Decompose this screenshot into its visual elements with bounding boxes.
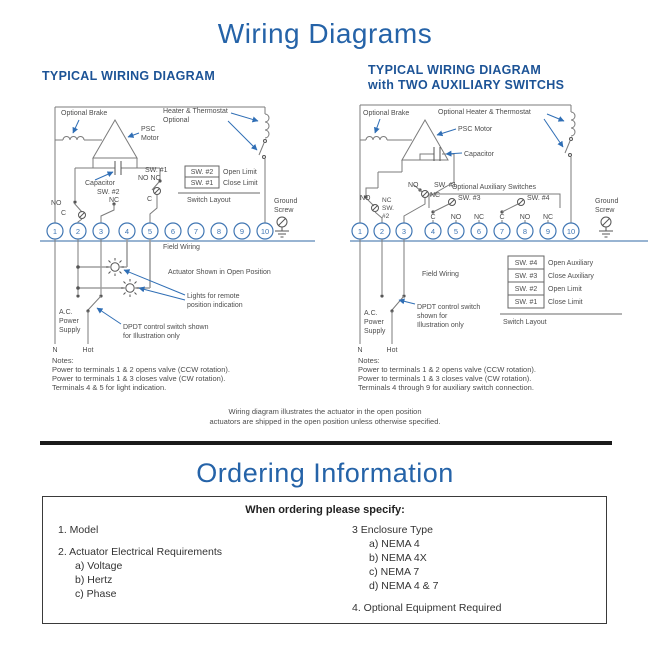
sw1-nc-label: NC — [430, 192, 441, 199]
dpdt-note-line1: DPDT control switch shown — [123, 324, 209, 331]
psc-motor-label-line1: PSC — [141, 126, 156, 133]
sw3-no-label: NO — [450, 214, 462, 221]
dpdt-blade — [392, 296, 404, 310]
field-wiring-label: Field Wiring — [163, 244, 200, 251]
heater-coil — [571, 112, 575, 136]
ground-screw-icon — [599, 217, 613, 237]
sw2-nc-label: NC — [109, 197, 120, 204]
section-divider — [40, 441, 612, 445]
note-line: Terminals 4 through 9 for auxiliary switch connection. — [358, 383, 534, 392]
ac-supply-line1: A.C. — [59, 309, 73, 316]
ordering-box-heading: When ordering please specify: — [245, 504, 405, 516]
ordering-title: Ordering Information — [196, 458, 454, 488]
terminal-2: 2 — [379, 227, 385, 236]
terminal-4: 4 — [430, 227, 436, 236]
brake-coil — [63, 137, 84, 141]
left-diagram-notes — [52, 356, 230, 392]
sw2-no-label: NO — [360, 195, 371, 202]
table-label-open-limit: Open Limit — [223, 169, 257, 176]
aux-switches-header: Optional Auxiliary Switches — [451, 184, 537, 191]
sw4-c-label: C — [499, 214, 505, 221]
table-label-close-limit: Close Limit — [223, 180, 258, 187]
sw4-no-label: NO — [519, 214, 531, 221]
sw2-c-label: C — [61, 210, 67, 217]
terminal-1: 1 — [357, 227, 363, 236]
terminal-2: 2 — [75, 227, 81, 236]
note-line: Power to terminals 1 & 3 closes valve (CW rotation). — [52, 374, 226, 383]
heater-label-line2: Optional — [163, 117, 190, 124]
ground-label-line2: Screw — [274, 207, 294, 214]
dpdt-note-line1: DPDT control switch — [417, 304, 481, 311]
switch-layout-table — [500, 256, 622, 326]
sw1-no-label: NO — [408, 182, 419, 189]
motor-winding — [93, 120, 137, 158]
terminal-9: 9 — [239, 227, 245, 236]
ordering-subitem: a) NEMA 4 — [369, 538, 420, 550]
terminal-7: 7 — [193, 227, 199, 236]
ordering-left-column — [58, 523, 328, 601]
table-cell-sw2: SW. #2 — [190, 169, 214, 176]
sw1-contacts-label: NO NC — [138, 175, 161, 182]
terminal-6: 6 — [476, 227, 482, 236]
heater-label-line1: Heater & Thermostat — [163, 108, 228, 115]
disclaimer-line1: Wiring diagram illustrates the actuator in the open position — [228, 407, 422, 416]
disclaimer-line2: actuators are shipped in the open position unless otherwise specified. — [209, 417, 441, 426]
terminal-3: 3 — [98, 227, 104, 236]
left-wiring-diagram — [35, 98, 320, 398]
brake-coil — [366, 137, 387, 141]
sw2-blade — [74, 203, 82, 212]
ordering-item: 4. Optional Equipment Required — [352, 602, 502, 614]
ordering-subitem: b) NEMA 4X — [369, 552, 427, 564]
note-line: Power to terminals 1 & 2 opens valve (CCW rotation). — [52, 365, 230, 374]
sw3-nc-label: NC — [473, 214, 485, 221]
ac-supply-line3: Supply — [364, 328, 386, 335]
sw1-blade — [152, 182, 159, 190]
sw4-nc-label: NC — [542, 214, 554, 221]
field-wiring-label: Field Wiring — [422, 271, 459, 278]
ac-supply-line2: Power — [364, 319, 384, 326]
table-label-open-aux: Open Auxiliary — [548, 260, 594, 267]
ordering-item: 2. Actuator Electrical Requirements — [58, 546, 222, 558]
note-line: Power to terminals 1 & 3 closes valve (CW rotation). — [358, 374, 532, 383]
ac-supply-line3: Supply — [59, 327, 81, 334]
terminal-strip — [40, 223, 315, 241]
notes-heading: Notes: — [358, 356, 380, 365]
sw4-blade — [502, 204, 518, 212]
terminal-4: 4 — [124, 227, 130, 236]
sw3-title: SW. #3 — [458, 195, 481, 202]
terminal-5: 5 — [453, 227, 459, 236]
ordering-item: 3 Enclosure Type — [352, 524, 433, 536]
switch-layout-caption: Switch Layout — [503, 319, 547, 326]
ac-supply-line1: A.C. — [364, 310, 378, 317]
sw1-title: SW. #1 — [434, 182, 457, 189]
table-label-open-limit: Open Limit — [548, 286, 582, 293]
dpdt-note-line2: for Illustration only — [123, 333, 180, 340]
sw3-c-label: C — [430, 214, 436, 221]
right-diagram-heading-line2: with TWO AUXILIARY SWITCHS — [368, 78, 565, 92]
dpdt-note-line3: Illustration only — [417, 322, 464, 329]
terminal-8: 8 — [522, 227, 528, 236]
switch-layout-table — [178, 166, 260, 204]
sw2-title-line2: #2 — [382, 213, 390, 220]
shipping-disclaimer — [130, 407, 520, 427]
table-label-close-limit: Close Limit — [548, 299, 583, 306]
neutral-label: N — [357, 347, 363, 354]
lights-label-line2: position indication — [187, 302, 243, 309]
terminal-10: 10 — [260, 227, 270, 236]
right-diagram-heading-line1: TYPICAL WIRING DIAGRAM — [368, 63, 542, 77]
table-cell-sw2: SW. #2 — [514, 286, 538, 293]
heater-label: Optional Heater & Thermostat — [438, 109, 531, 116]
heater-coil — [265, 114, 269, 138]
ordering-subitem: a) Voltage — [75, 560, 123, 572]
terminal-3: 3 — [401, 227, 407, 236]
capacitor-label: Capacitor — [464, 151, 494, 158]
sw2-title-line1: SW. — [382, 205, 394, 212]
ordering-subitem: c) Phase — [75, 588, 117, 600]
hot-label: Hot — [386, 347, 398, 354]
table-label-close-aux: Close Auxiliary — [548, 273, 594, 280]
right-diagram-notes — [358, 356, 536, 392]
capacitor-symbol — [434, 147, 440, 161]
dpdt-blade — [88, 296, 101, 310]
psc-motor-label-line2: Motor — [141, 135, 159, 142]
sw4-title: SW. #4 — [527, 195, 550, 202]
sw1-c-label: C — [147, 196, 153, 203]
hot-label: Hot — [82, 347, 94, 354]
ordering-subitem: b) Hertz — [75, 574, 113, 586]
terminal-10: 10 — [566, 227, 576, 236]
ground-screw-icon — [275, 217, 289, 237]
sw2-title: SW. #2 — [97, 189, 120, 196]
terminal-6: 6 — [170, 227, 176, 236]
ordering-subitem: c) NEMA 7 — [369, 566, 420, 578]
page-title: Wiring Diagrams — [217, 18, 433, 49]
psc-motor-label: PSC Motor — [458, 126, 493, 133]
ground-label-line1: Ground — [274, 198, 298, 205]
notes-heading: Notes: — [52, 356, 74, 365]
ground-label-line1: Ground — [595, 198, 619, 205]
lights-label-line1: Lights for remote — [187, 293, 240, 300]
capacitor-symbol — [115, 161, 121, 175]
switch-layout-caption: Switch Layout — [187, 197, 231, 204]
sw2-nc-label: NC — [382, 197, 392, 204]
table-cell-sw1: SW. #1 — [190, 180, 214, 187]
sw3-blade — [433, 204, 449, 212]
table-cell-sw1: SW. #1 — [514, 299, 538, 306]
terminal-5: 5 — [147, 227, 153, 236]
thermostat-blade — [565, 141, 570, 153]
optional-brake-label: Optional Brake — [61, 110, 108, 117]
terminal-7: 7 — [499, 227, 505, 236]
ordering-right-column — [352, 523, 592, 615]
terminal-8: 8 — [216, 227, 222, 236]
right-diagram-heading — [368, 63, 564, 93]
note-line: Terminals 4 & 5 for light indication. — [52, 383, 167, 392]
ordering-subitem: d) NEMA 4 & 7 — [369, 580, 439, 592]
table-cell-sw4: SW. #4 — [514, 260, 538, 267]
ac-supply-line2: Power — [59, 318, 79, 325]
sw1-title: SW. #1 — [145, 167, 168, 174]
sw2-no-label: NO — [51, 200, 62, 207]
ground-label-line2: Screw — [595, 207, 615, 214]
ordering-item: 1. Model — [58, 524, 99, 536]
neutral-label: N — [52, 347, 58, 354]
actuator-position-note: Actuator Shown in Open Position — [168, 269, 271, 276]
thermostat-blade — [259, 143, 264, 155]
enclosure-and-wires — [55, 107, 269, 223]
table-cell-sw3: SW. #3 — [514, 273, 538, 280]
left-diagram-heading: TYPICAL WIRING DIAGRAM — [42, 69, 216, 83]
capacitor-label: Capacitor — [85, 180, 115, 187]
optional-brake-label: Optional Brake — [363, 110, 410, 117]
terminal-1: 1 — [52, 227, 58, 236]
dpdt-note-line2: shown for — [417, 313, 448, 320]
terminal-9: 9 — [545, 227, 551, 236]
note-line: Power to terminals 1 & 2 opens valve (CCW rotation). — [358, 365, 536, 374]
